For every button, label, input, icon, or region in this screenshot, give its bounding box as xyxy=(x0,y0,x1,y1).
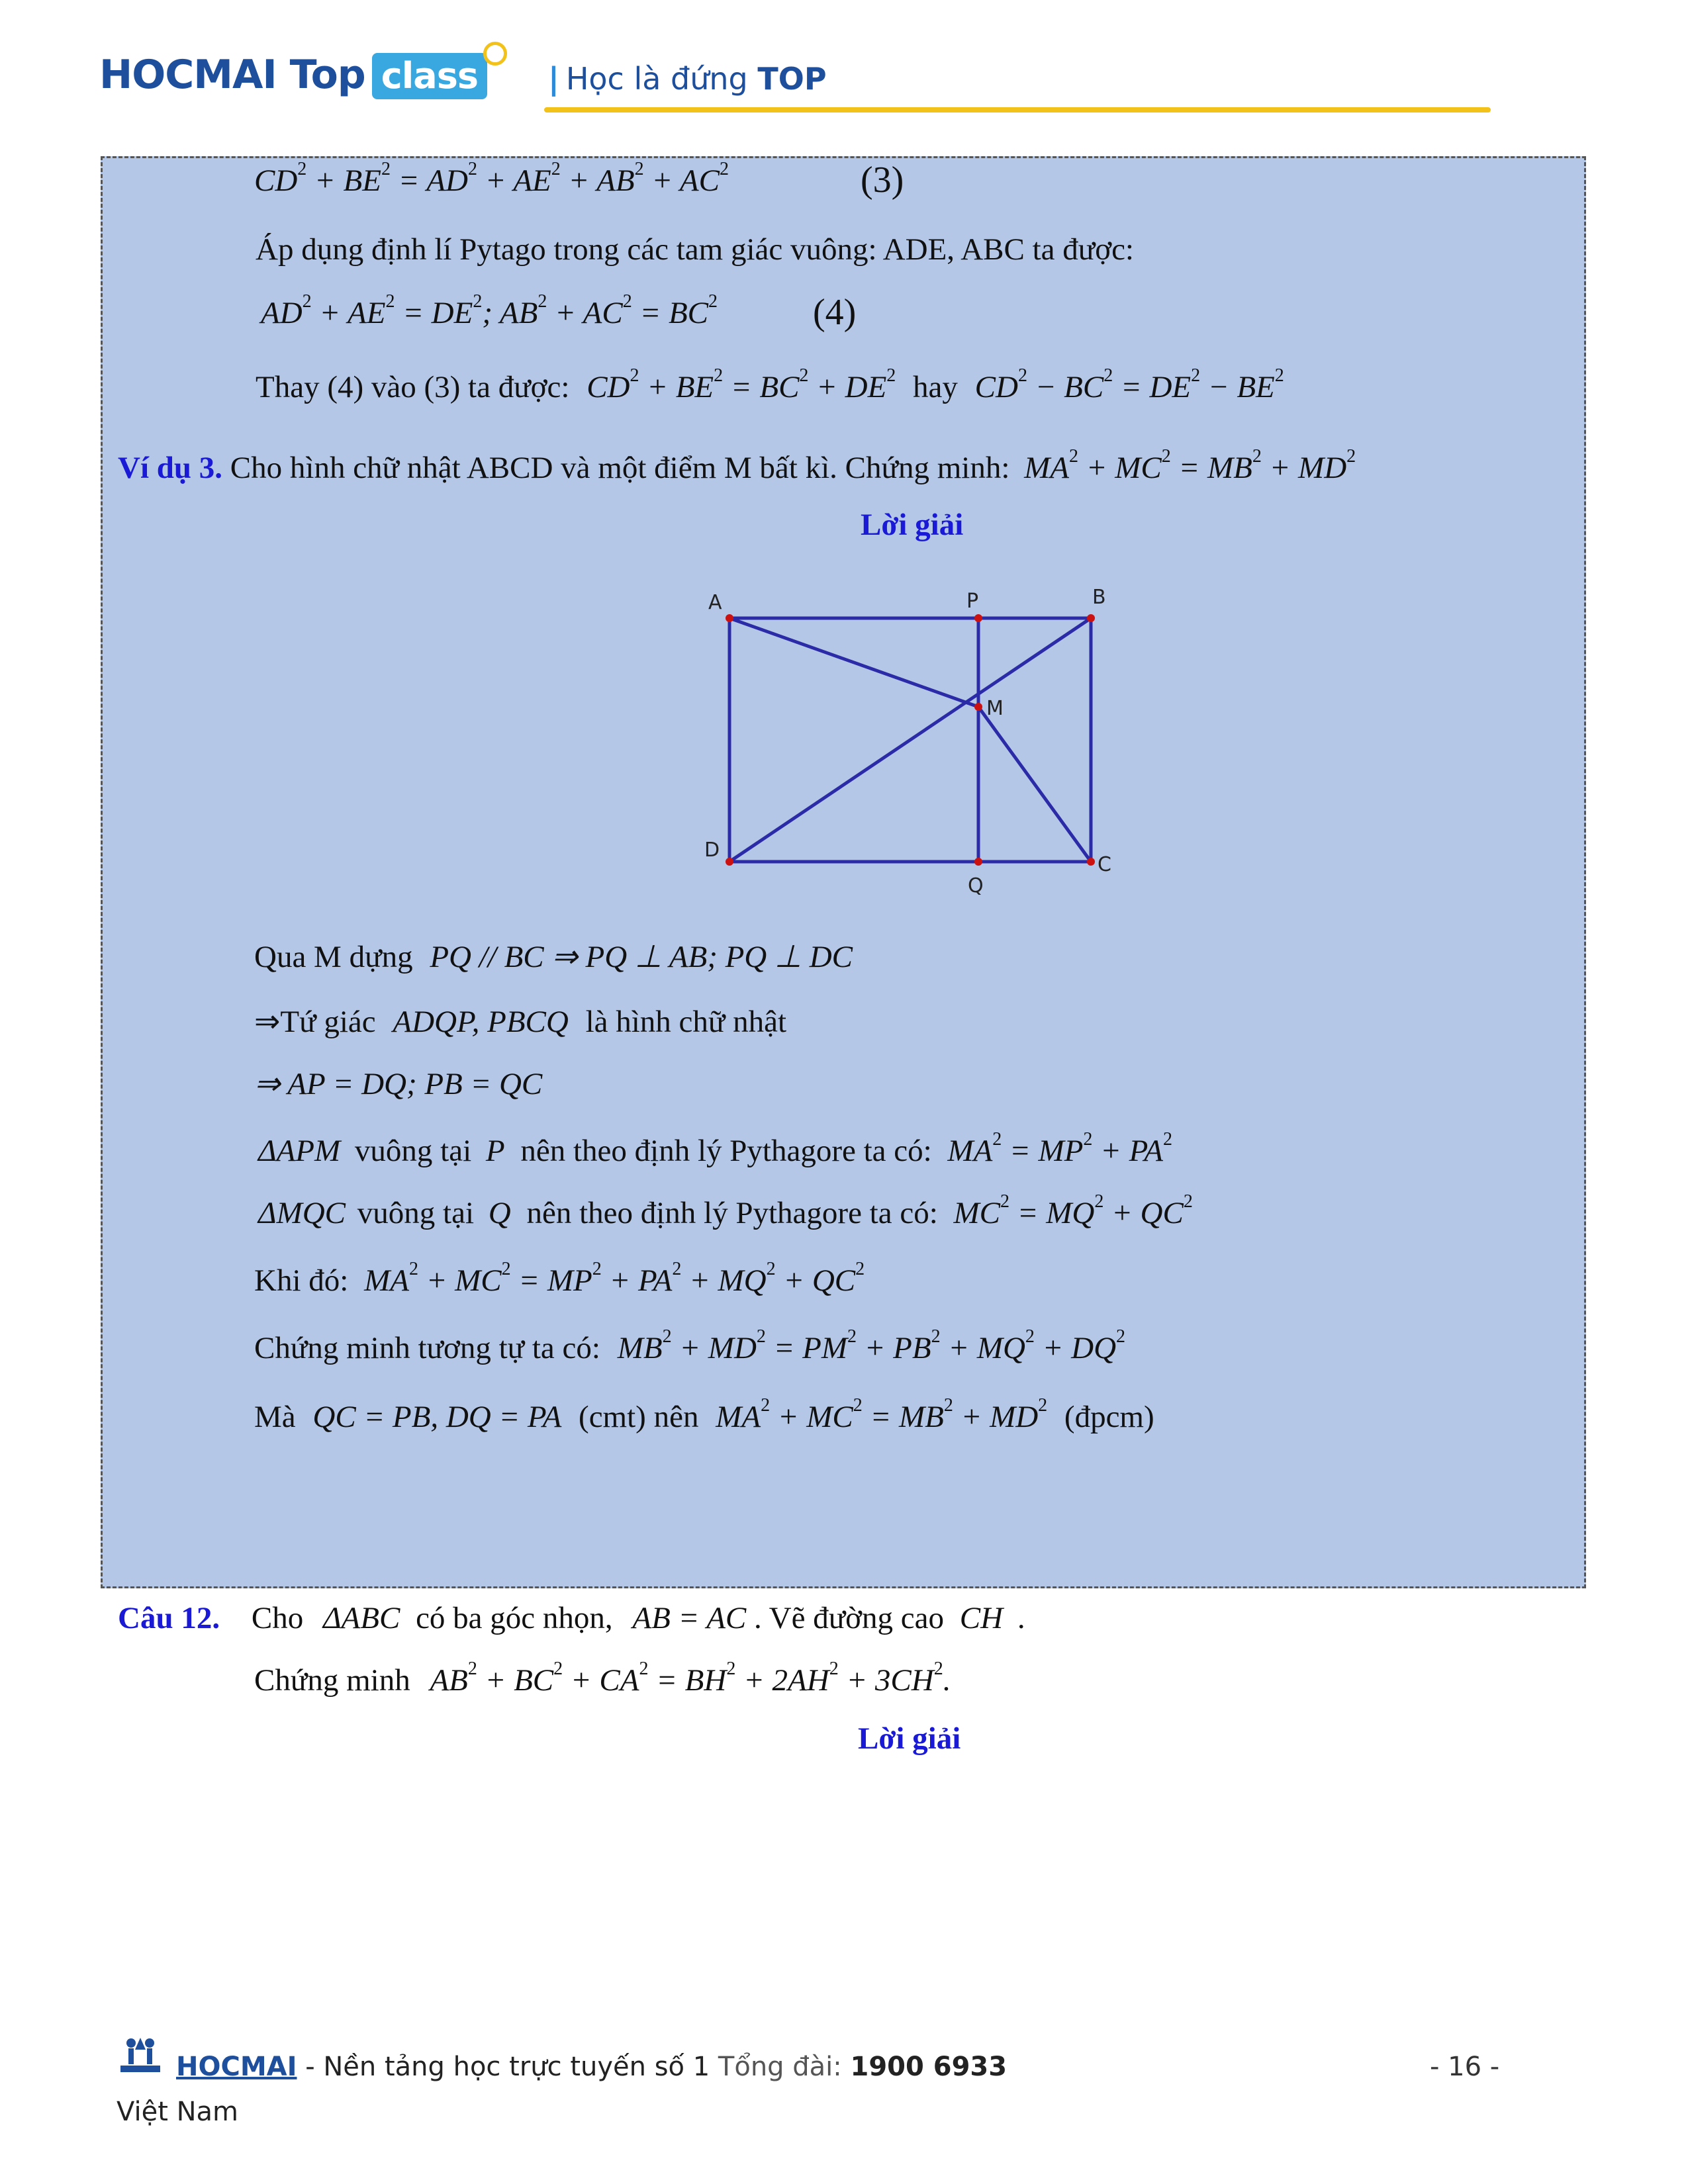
hocmai-topclass-logo: HOCMAI Top class xyxy=(99,52,511,99)
question-12: Câu 12. Cho ΔABC có ba góc nhọn, AB = AC . Vẽ đường cao CH . xyxy=(118,1601,1025,1635)
step-3: ⇒ AP = DQ; PB = QC xyxy=(254,1067,543,1101)
sun-icon xyxy=(483,42,507,66)
point-p xyxy=(974,614,982,622)
substitute-line: Thay (4) vào (3) ta được: $CD^2 + BE^2 = BC^2 + DE^2$ hay $CD^2 - BC^2 = DE^2 - BE^2$ xyxy=(256,365,1284,404)
step-6-equation: $MA^2 + MC^2 = MP^2 + PA^2 + MQ^2 + QC^2$ xyxy=(364,1259,865,1298)
footer-brand-link[interactable]: HOCMAI xyxy=(176,2052,297,2082)
footer: HOCMAI - Nền tảng học trực tuyến số 1 Tổng đài: 1900 6933 xyxy=(176,2052,1008,2082)
divider-icon: | xyxy=(548,61,559,97)
substitute-equation-2: $CD^2 - BC^2 = DE^2 - BE^2$ xyxy=(974,365,1284,404)
page-number: - 16 - xyxy=(1430,2052,1500,2082)
label-b: B xyxy=(1092,586,1106,609)
point-d xyxy=(726,858,733,866)
step-7: Chứng minh tương tự ta có: $MB^2 + MD^2 = PM^2 + PB^2 + MQ^2 + DQ^2$ xyxy=(254,1326,1126,1365)
question-12-equation: $AB^2 + BC^2 + CA^2 = BH^2 + 2AH^2 + 3CH^2$. xyxy=(430,1659,951,1698)
solution-title: Lời giải xyxy=(861,508,964,542)
rectangle-figure xyxy=(688,576,1152,907)
label-a: A xyxy=(708,591,722,614)
label-d: D xyxy=(704,839,720,862)
step-8: Mà QC = PB, DQ = PA (cmt) nên $MA^2 + MC^2 = MB^2 + MD^2$ (đpcm) xyxy=(254,1395,1154,1434)
step-6: Khi đó: $MA^2 + MC^2 = MP^2 + PA^2 + MQ^2 + QC^2$ xyxy=(254,1259,865,1298)
label-m: M xyxy=(986,697,1004,720)
label-p: P xyxy=(966,590,979,613)
step-1: Qua M dựng PQ // BC ⇒ PQ ⊥ AB; PQ ⊥ DC xyxy=(254,940,853,974)
equation-4: $AD^2 + AE^2 = DE^2$; $AB^2 + AC^2 = BC^2$ xyxy=(261,291,718,330)
header-underline xyxy=(544,107,1491,113)
step-2: ⇒Tứ giác ADQP, PBCQ là hình chữ nhật xyxy=(254,1005,787,1039)
step-5-equation: $MC^2 = MQ^2 + QC^2$ xyxy=(953,1191,1193,1230)
step-4-equation: $MA^2 = MP^2 + PA^2$ xyxy=(947,1129,1172,1168)
tagline: | Học là đứng TOP xyxy=(548,61,827,97)
point-m xyxy=(974,703,982,711)
step-5: ΔMQC vuông tại Q nên theo định lý Pythagore ta có: $MC^2 = MQ^2 + QC^2$ xyxy=(258,1191,1193,1230)
substitute-equation-1: $CD^2 + BE^2 = BC^2 + DE^2$ xyxy=(586,365,896,404)
example-3-line: Ví dụ 3. Cho hình chữ nhật ABCD và một điểm M bất kì. Chứng minh: $MA^2 + MC^2 = MB^2 + MD^2$ xyxy=(118,446,1356,485)
equation-3: $CD^2 + BE^2 = AD^2 + AE^2 + AB^2 + AC^2$ xyxy=(254,159,729,198)
question-12-solution-title: Lời giải xyxy=(858,1721,961,1756)
apply-text: Áp dụng định lí Pytago trong các tam giác vuông: ADE, ABC ta được: xyxy=(256,232,1134,267)
segment-am xyxy=(729,618,978,707)
step-8-equation: $MA^2 + MC^2 = MB^2 + MD^2$ xyxy=(716,1395,1048,1434)
point-b xyxy=(1087,614,1095,622)
footer-line-2: Việt Nam xyxy=(117,2097,239,2127)
label-c: C xyxy=(1098,853,1111,876)
segment-db xyxy=(729,618,1091,862)
label-q: Q xyxy=(968,874,984,897)
equation-3-tag: (3) xyxy=(861,159,904,201)
question-12-prove: Chứng minh $AB^2 + BC^2 + CA^2 = BH^2 + 2AH^2 + 3CH^2$. xyxy=(254,1659,951,1698)
step-7-equation: $MB^2 + MD^2 = PM^2 + PB^2 + MQ^2 + DQ^2$ xyxy=(617,1326,1126,1365)
point-q xyxy=(974,858,982,866)
step-4: ΔAPM vuông tại P nên theo định lý Pythagore ta có: $MA^2 = MP^2 + PA^2$ xyxy=(258,1129,1172,1168)
example-3-equation: $MA^2 + MC^2 = MB^2 + MD^2$ xyxy=(1024,446,1356,485)
point-a xyxy=(726,614,733,622)
point-c xyxy=(1087,858,1095,866)
equation-4-tag: (4) xyxy=(813,292,857,333)
segment-mc xyxy=(978,707,1091,862)
